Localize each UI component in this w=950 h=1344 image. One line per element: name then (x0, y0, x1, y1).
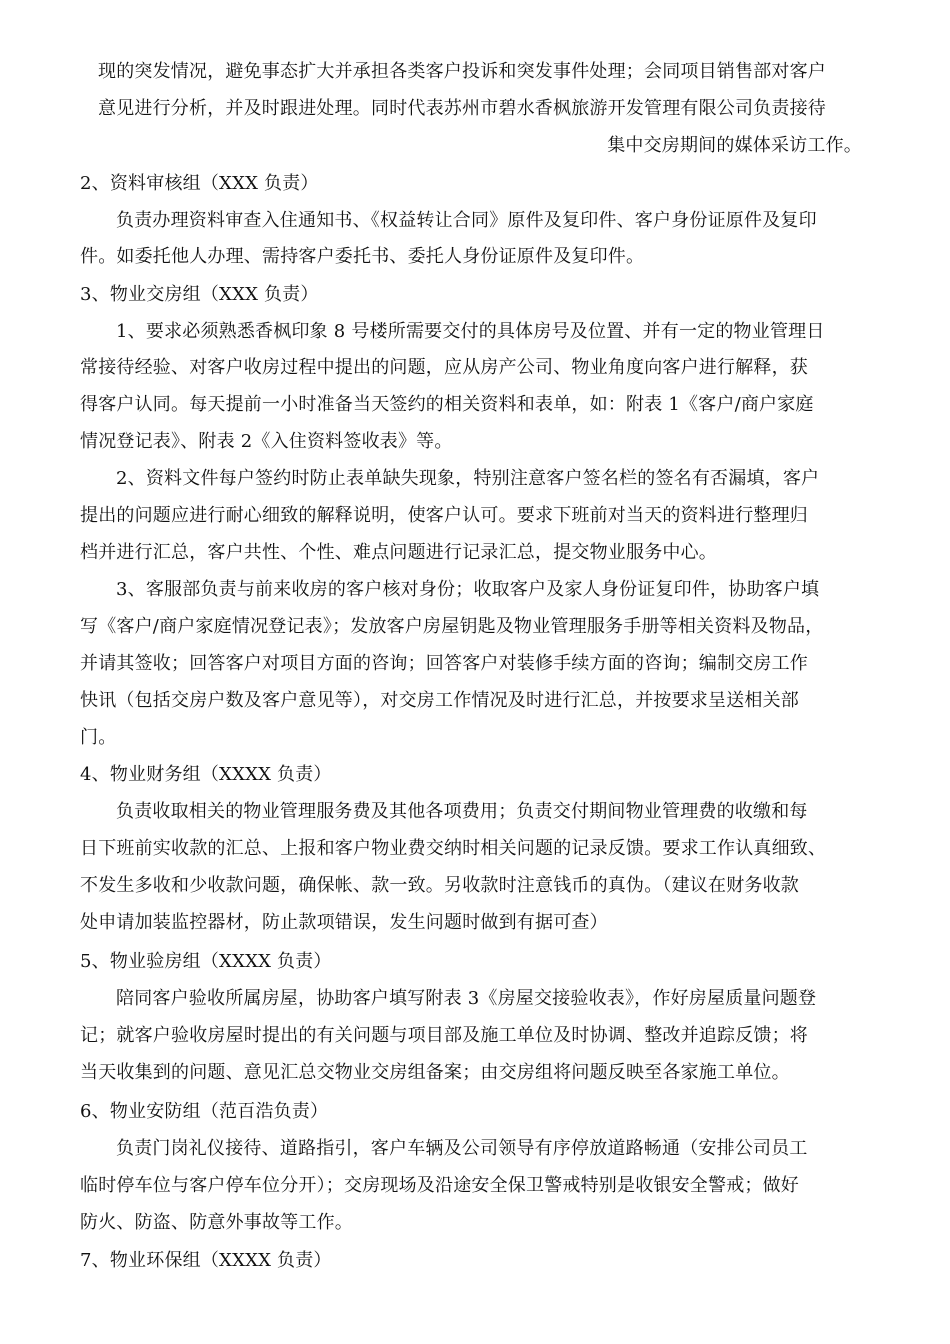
paragraph-line: 日下班前实收款的汇总、上报和客户物业费交纳时相关问题的记录反馈。要求工作认真细致、 (80, 838, 827, 859)
paragraph-line: 得客户认同。每天提前一小时准备当天签约的相关资料和表单，如：附表 1《客户/商户家庭 (80, 394, 814, 415)
paragraph-line: 件。如委托他人办理、需持客户委托书、委托人身份证原件及复印件。 (80, 246, 645, 267)
intro-line: 现的突发情况，避免事态扩大并承担各类客户投诉和突发事件处理；会同项目销售部对客户 (98, 61, 826, 82)
intro-line: 集中交房期间的媒体采访工作。 (607, 135, 862, 156)
paragraph-line: 2、资料文件每户签约时防止表单缺失现象，特别注意客户签名栏的签名有否漏填，客户 (116, 468, 820, 489)
paragraph-line: 档并进行汇总，客户共性、个性、难点问题进行记录汇总，提交物业服务中心。 (80, 542, 717, 563)
paragraph-line: 记；就客户验收房屋时提出的有关问题与项目部及施工单位及时协调、整改并追踪反馈；将 (80, 1025, 808, 1046)
section-heading: 5、物业验房组（XXXX 负责） (80, 951, 332, 972)
paragraph-line: 临时停车位与客户停车位分开）；交房现场及沿途安全保卫警戒特别是收银安全警戒；做好 (80, 1175, 799, 1196)
paragraph-line: 陪同客户验收所属房屋，协助客户填写附表 3《房屋交接验收表》，作好房屋质量问题登 (116, 988, 817, 1009)
paragraph-line: 负责收取相关的物业管理服务费及其他各项费用；负责交付期间物业管理费的收缴和每 (116, 801, 808, 822)
paragraph-line: 常接待经验、对客户收房过程中提出的问题，应从房产公司、物业角度向客户进行解释，获 (80, 357, 808, 378)
paragraph-line: 1、要求必须熟悉香枫印象 8 号楼所需要交付的具体房号及位置、并有一定的物业管理日 (116, 321, 825, 342)
section-heading: 4、物业财务组（XXXX 负责） (80, 764, 332, 785)
paragraph-line: 情况登记表》、附表 2《入住资料签收表》等。 (80, 431, 453, 452)
section-heading: 6、物业安防组（范百浩负责） (80, 1101, 329, 1122)
paragraph-line: 快讯（包括交房户数及客户意见等），对交房工作情况及时进行汇总，并按要求呈送相关部 (80, 690, 799, 711)
section-heading: 2、资料审核组（XXX 负责） (80, 173, 319, 194)
paragraph-line: 不发生多收和少收款问题，确保帐、款一致。另收款时注意钱币的真伪。（建议在财务收款 (80, 875, 799, 896)
section-heading: 7、物业环保组（XXXX 负责） (80, 1250, 332, 1271)
paragraph-line: 3、客服部负责与前来收房的客户核对身份；收取客户及家人身份证复印件，协助客户填 (116, 579, 820, 600)
paragraph-line: 并请其签收；回答客户对项目方面的咨询；回答客户对装修手续方面的咨询；编制交房工作 (80, 653, 808, 674)
paragraph-line: 负责门岗礼仪接待、道路指引，客户车辆及公司领导有序停放道路畅通（安排公司员工 (116, 1138, 808, 1159)
paragraph-line: 门。 (80, 727, 117, 748)
paragraph-line: 处申请加装监控器材，防止款项错误，发生问题时做到有据可查） (80, 912, 608, 933)
intro-line: 意见进行分析，并及时跟进处理。同时代表苏州市碧水香枫旅游开发管理有限公司负责接待 (98, 98, 826, 119)
paragraph-line: 负责办理资料审查入住通知书、《权益转让合同》原件及复印件、客户身份证原件及复印 (116, 210, 817, 231)
paragraph-line: 当天收集到的问题、意见汇总交物业交房组备案；由交房组将问题反映至各家施工单位。 (80, 1062, 790, 1083)
paragraph-line: 写《客户/商户家庭情况登记表》；发放客户房屋钥匙及物业管理服务手册等相关资料及物品， (80, 616, 824, 637)
paragraph-line: 防火、防盗、防意外事故等工作。 (80, 1212, 353, 1233)
paragraph-line: 提出的问题应进行耐心细致的解释说明，使客户认可。要求下班前对当天的资料进行整理归 (80, 505, 808, 526)
section-heading: 3、物业交房组（XXX 负责） (80, 284, 319, 305)
